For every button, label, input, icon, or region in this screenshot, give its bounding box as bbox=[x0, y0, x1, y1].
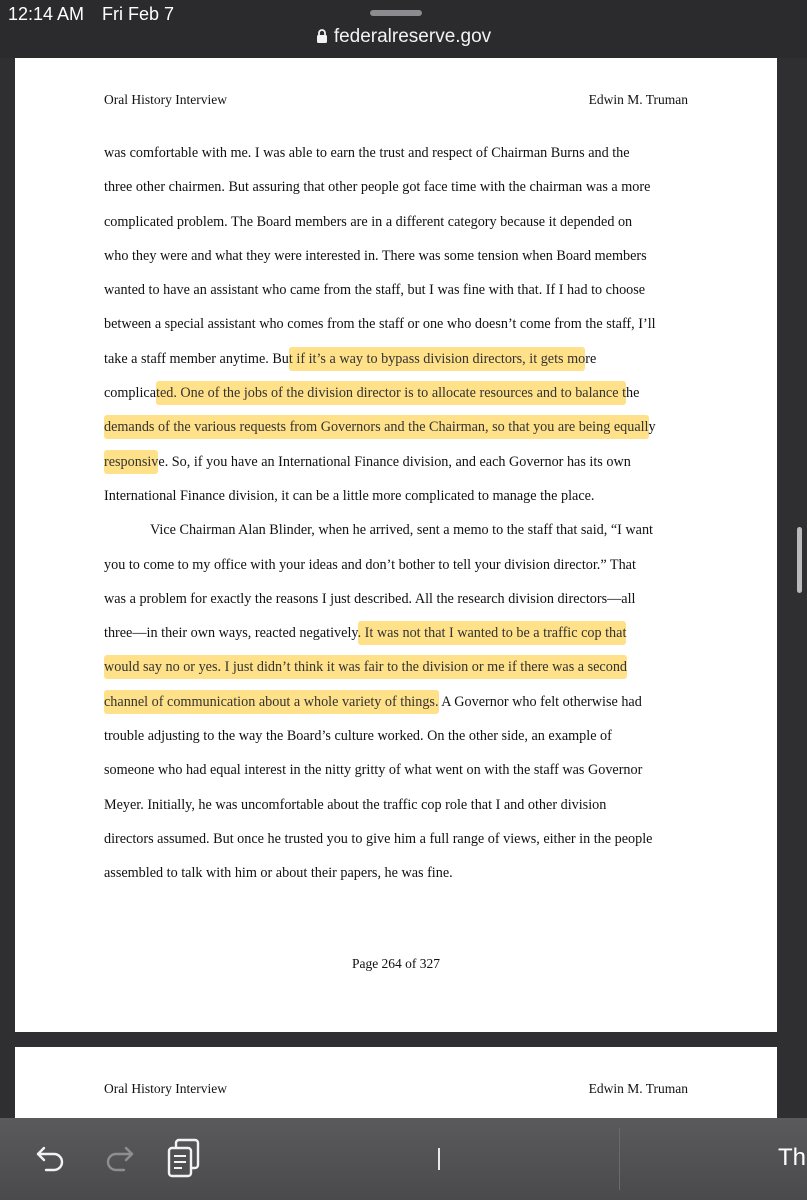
highlighted-text: responsiv bbox=[104, 450, 158, 474]
highlighted-text: t if it’s a way to bypass division directors, it gets mo bbox=[289, 347, 585, 371]
text-segment: someone who had equal interest in the nitty gritty of what went on with the staff was Governor bbox=[104, 762, 643, 779]
text-line bbox=[104, 788, 694, 822]
text-segment: Meyer. Initially, he was uncomfortable about the traffic cop role that I and other division bbox=[104, 796, 607, 813]
scrollbar-thumb[interactable] bbox=[797, 527, 802, 593]
redo-button[interactable] bbox=[102, 1140, 136, 1179]
text-segment: complica bbox=[104, 385, 156, 402]
url-bar[interactable] bbox=[0, 26, 807, 48]
text-segment: International Finance division, it can be a little more complicated to manage the place. bbox=[104, 487, 595, 504]
text-line bbox=[104, 239, 694, 273]
multitasking-grabber[interactable] bbox=[370, 10, 422, 16]
text-line bbox=[104, 376, 694, 410]
text-line bbox=[104, 445, 694, 479]
lock-icon bbox=[316, 28, 328, 44]
pdf-page bbox=[15, 58, 777, 1032]
text-segment: y bbox=[648, 419, 656, 436]
text-line bbox=[104, 513, 694, 547]
status-date: Fri Feb 7 bbox=[102, 4, 175, 24]
text-segment: was a problem for exactly the reasons I just described. All the research division directors—all bbox=[104, 590, 636, 607]
text-segment: assembled to talk with him or about their papers, he was fine. bbox=[104, 865, 453, 882]
text-line bbox=[104, 753, 694, 787]
url-domain: federalreserve.gov bbox=[333, 26, 492, 47]
text-line bbox=[104, 170, 694, 204]
text-segment: between a special assistant who comes from the staff or one who doesn’t come from the staff, I’ll bbox=[104, 316, 656, 333]
text-line bbox=[104, 719, 694, 753]
predictive-suggestion[interactable]: Th bbox=[778, 1144, 807, 1171]
text-segment: three other chairmen. But assuring that other people got face time with the chairman was a more bbox=[104, 179, 651, 196]
text-segment: e. So, if you have an International Finance division, and each Governor has its own bbox=[158, 453, 631, 470]
text-segment: he bbox=[626, 385, 640, 402]
text-segment: A Governor who felt otherwise had bbox=[438, 693, 642, 710]
text-line bbox=[104, 685, 694, 719]
undo-button[interactable] bbox=[34, 1140, 68, 1179]
status-time: 12:14 AM bbox=[8, 4, 85, 24]
text-line bbox=[104, 307, 694, 341]
text-line bbox=[104, 616, 694, 650]
text-segment: who they were and what they were interested in. There was some tension when Board members bbox=[104, 247, 647, 264]
text-segment: trouble adjusting to the way the Board’s culture worked. On the other side, an example of bbox=[104, 728, 612, 745]
text-segment: re bbox=[585, 350, 597, 367]
toolbar-divider bbox=[619, 1128, 620, 1190]
text-segment: wanted to have an assistant who came from the staff, but I was fine with that. If I had to choose bbox=[104, 282, 646, 299]
text-line bbox=[104, 342, 694, 376]
text-line bbox=[104, 410, 694, 444]
text-segment: directors assumed. But once he trusted you to give him a full range of views, either in the people bbox=[104, 830, 653, 847]
text-segment: you to come to my office with your ideas and don’t bother to tell your division director.” That bbox=[104, 556, 636, 573]
text-segment: take a staff member anytime. Bu bbox=[104, 350, 289, 367]
text-line bbox=[104, 582, 694, 616]
text-line bbox=[104, 856, 694, 890]
text-line bbox=[104, 822, 694, 856]
text-segment: complicated problem. The Board members are in a different category because it depended on bbox=[104, 213, 633, 230]
status-bar bbox=[0, 0, 807, 58]
highlighted-text: would say no or yes. I just didn’t think it was fair to the division or me if there was a second bbox=[104, 655, 627, 679]
text-line bbox=[104, 136, 694, 170]
text-segment: Vice Chairman Alan Blinder, when he arrived, sent a memo to the staff that said, “I want bbox=[150, 522, 654, 539]
body-text bbox=[104, 136, 694, 891]
highlighted-text: demands of the various requests from Governors and the Chairman, so that you are being equall bbox=[104, 415, 649, 439]
text-line bbox=[104, 205, 694, 239]
paste-button[interactable] bbox=[166, 1138, 202, 1183]
text-cursor bbox=[438, 1148, 440, 1170]
header-author: Edwin M. Truman bbox=[588, 92, 688, 107]
text-line bbox=[104, 273, 694, 307]
header-title: Oral History Interview bbox=[104, 92, 227, 107]
header-title-next: Oral History Interview bbox=[104, 1081, 227, 1096]
text-segment: three—in their own ways, reacted negatively bbox=[104, 625, 358, 642]
highlighted-text: channel of communication about a whole variety of things. bbox=[104, 690, 439, 714]
header-author-next: Edwin M. Truman bbox=[588, 1081, 688, 1096]
highlighted-text: . It was not that I wanted to be a traffic cop that bbox=[358, 621, 627, 645]
keyboard-shortcut-bar bbox=[0, 1118, 807, 1200]
text-line bbox=[104, 650, 694, 684]
highlighted-text: ted. One of the jobs of the division director is to allocate resources and to balance t bbox=[156, 381, 626, 405]
pdf-page-next bbox=[15, 1047, 777, 1127]
page-number: Page 264 of 327 bbox=[351, 956, 441, 971]
clipboard-icon bbox=[166, 1138, 202, 1178]
text-segment: was comfortable with me. I was able to earn the trust and respect of Chairman Burns and the bbox=[104, 145, 630, 161]
undo-icon bbox=[34, 1140, 68, 1174]
text-line bbox=[104, 479, 694, 513]
text-line bbox=[104, 548, 694, 582]
redo-icon bbox=[102, 1140, 136, 1174]
